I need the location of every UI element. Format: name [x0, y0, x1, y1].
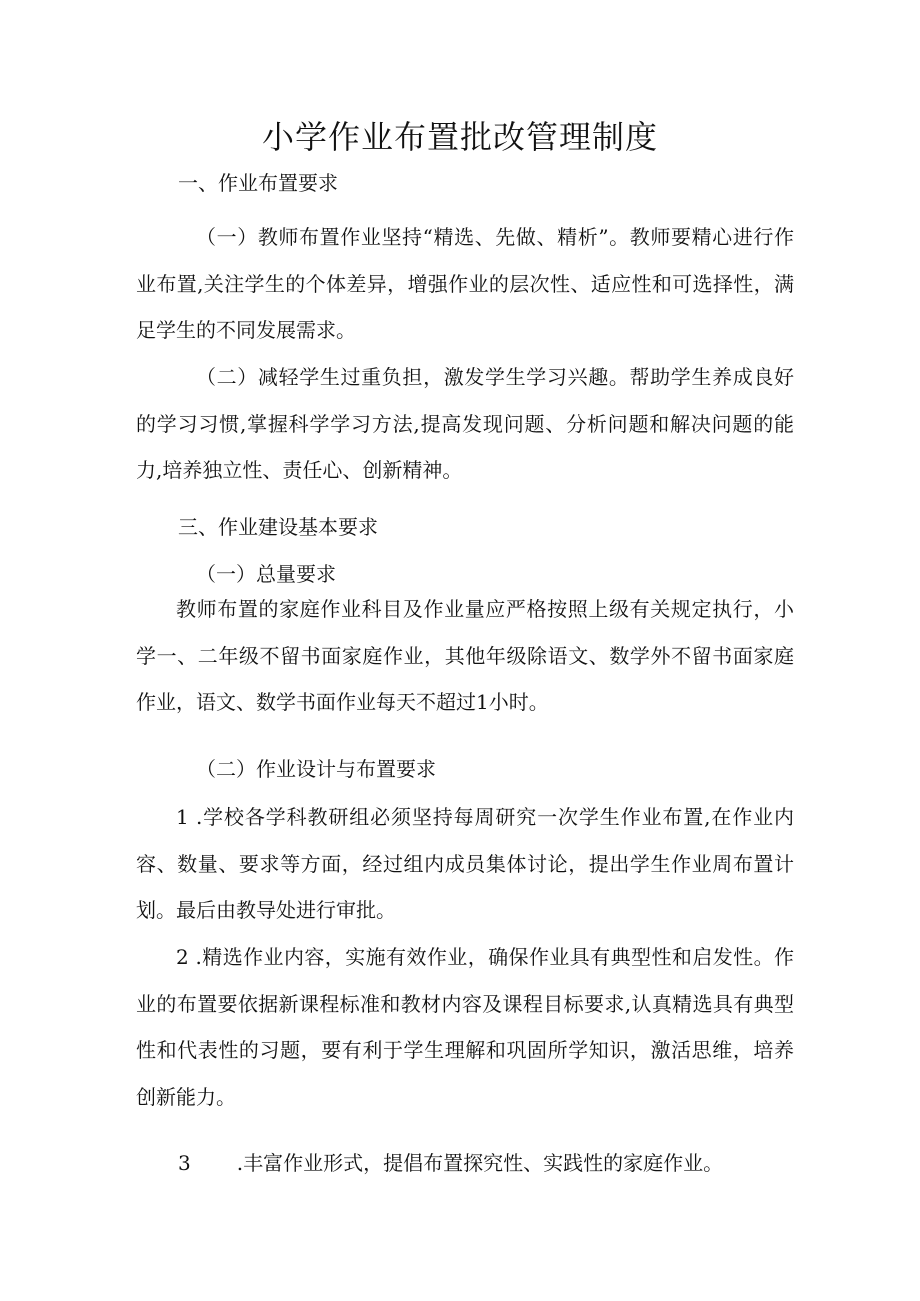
list-item-1: 1 .学校各学科教研组必须坚持每周研究一次学生作业布置,在作业内容、数量、要求等方面，经过组内成员集体讨论，提出学生作业周布置计划。最后由教导处进行审批。 — [136, 805, 794, 922]
paragraph-2: （二）减轻学生过重负担，激发学生学习兴趣。帮助学生养成良好的学习习惯,掌握科学学习方法,提高发现问题、分析问题和解决问题的能力,培养独立性、责任心、创新精神。 — [136, 365, 794, 482]
list-item-3-text: .丰富作业形式，提倡布置探究性、实践性的家庭作业。 — [236, 1151, 724, 1175]
subheading-design-requirement: （二）作业设计与布置要求 — [196, 757, 436, 781]
list-item-2: 2 .精选作业内容，实施有效作业，确保作业具有典型性和启发性。作业的布置要依据新课程标准和教材内容及课程目标要求,认真精选具有典型性和代表性的习题，要有利于学生理解和巩固所学知识，激活思维，培养创新能力。 — [136, 945, 794, 1109]
section-heading-1: 一、作业布置要求 — [178, 171, 338, 195]
list-item-3 — [178, 1140, 723, 1187]
subheading-total-requirement: （一）总量要求 — [196, 562, 336, 586]
document-title: 小学作业布置批改管理制度 — [261, 118, 658, 156]
paragraph-3: 教师布置的家庭作业科目及作业量应严格按照上级有关规定执行，小学一、二年级不留书面家庭作业，其他年级除语文、数学外不留书面家庭作业，语文、数学书面作业每天不超过1小时。 — [136, 597, 794, 714]
paragraph-1: （一）教师布置作业坚持“精选、先做、精析”。教师要精心进行作业布置,关注学生的个体差异，增强作业的层次性、适应性和可选择性，满足学生的不同发展需求。 — [136, 225, 794, 342]
list-item-3-number: 3 — [178, 1151, 191, 1175]
section-heading-3: 三、作业建设基本要求 — [178, 515, 378, 539]
